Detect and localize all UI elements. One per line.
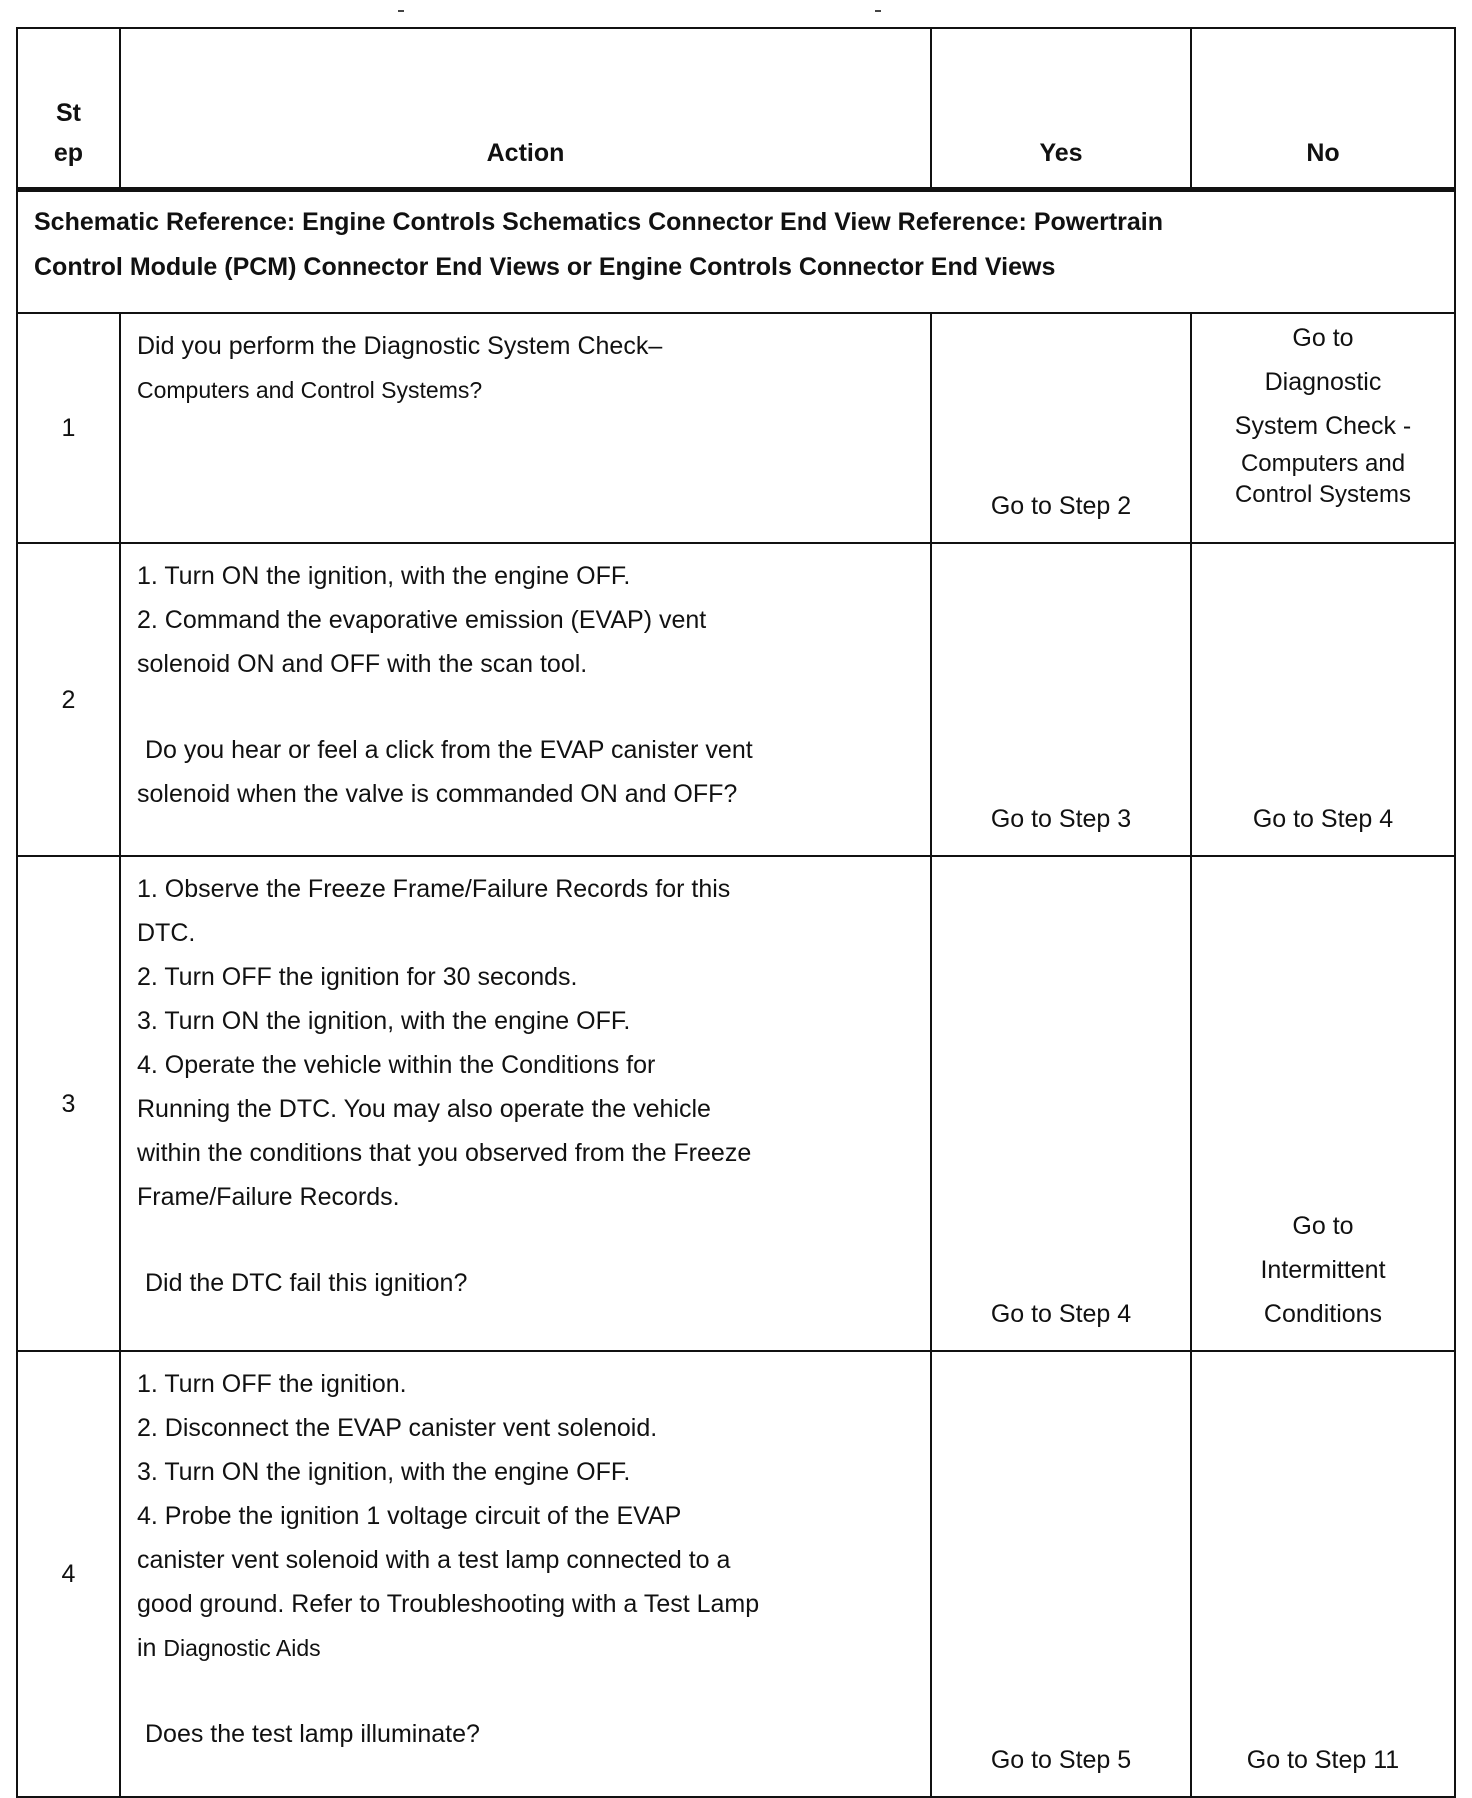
action-question: Does the test lamp illuminate? (145, 1720, 480, 1748)
yes-cell: Go to Step 4 (931, 856, 1191, 1351)
action-line: 1. Turn OFF the ignition. (137, 1370, 407, 1398)
action-line: 4. Operate the vehicle within the Conditions for (137, 1051, 656, 1079)
action-line: 2. Command the evaporative emission (EVAP) vent (137, 606, 707, 634)
action-line: Frame/Failure Records. (137, 1183, 400, 1211)
action-question: Do you hear or feel a click from the EVAP canister vent (145, 736, 753, 764)
no-line: Diagnostic (1264, 368, 1382, 396)
action-line: Computers and Control Systems? (137, 377, 483, 403)
action-line: 1. Turn ON the ignition, with the engine OFF. (137, 562, 631, 590)
action-line: 4. Probe the ignition 1 voltage circuit of the EVAP (137, 1502, 682, 1530)
scan-mark-left (398, 10, 404, 12)
table-row (17, 543, 1455, 856)
action-line: Running the DTC. You may also operate the vehicle (137, 1095, 711, 1123)
action-line: good ground. Refer to Troubleshooting with a Test Lamp (137, 1590, 760, 1618)
action-line: solenoid ON and OFF with the scan tool. (137, 650, 588, 678)
action-line: 2. Disconnect the EVAP canister vent solenoid. (137, 1414, 658, 1442)
yes-cell: Go to Step 3 (931, 543, 1191, 856)
action-line: Did you perform the Diagnostic System Check– (137, 332, 663, 360)
table-header-row (17, 28, 1455, 190)
reference-row (17, 190, 1455, 314)
action-line: 3. Turn ON the ignition, with the engine OFF. (137, 1007, 631, 1035)
no-line: Intermittent (1260, 1256, 1386, 1284)
action-text: Diagnostic Aids (163, 1635, 321, 1661)
step-header-line2: ep (53, 139, 84, 167)
table-row (17, 313, 1455, 543)
no-line: Control Systems (1234, 481, 1412, 508)
reference-line1: Schematic Reference: Engine Controls Schematics Connector End View Reference: Powertrain (34, 208, 1164, 236)
no-cell (1191, 856, 1455, 1351)
action-question: Did the DTC fail this ignition? (145, 1269, 468, 1297)
no-cell: Go to Step 4 (1191, 543, 1455, 856)
action-cell (120, 856, 931, 1351)
table-row (17, 1351, 1455, 1797)
step-number: 1 (17, 313, 120, 543)
no-cell: Go to Step 11 (1191, 1351, 1455, 1797)
no-line: Go to (1292, 324, 1354, 352)
diagnostic-table (16, 27, 1456, 1798)
action-line: within the conditions that you observed from the Freeze (137, 1139, 752, 1167)
action-text: in (137, 1634, 164, 1662)
action-line: canister vent solenoid with a test lamp connected to a (137, 1546, 731, 1574)
column-header-step (17, 28, 120, 190)
no-line: Go to (1292, 1212, 1354, 1240)
column-header-no: No (1191, 28, 1455, 190)
action-cell (120, 313, 931, 543)
yes-cell: Go to Step 5 (931, 1351, 1191, 1797)
no-cell (1191, 313, 1455, 543)
reference-cell (17, 190, 1455, 314)
no-line: Computers and (1240, 450, 1406, 477)
action-line: 1. Observe the Freeze Frame/Failure Records for this (137, 875, 731, 903)
action-line: DTC. (137, 919, 196, 947)
action-line (137, 1626, 914, 1670)
action-question: solenoid when the valve is commanded ON and OFF? (137, 780, 738, 808)
table-row (17, 856, 1455, 1351)
no-line: Conditions (1263, 1300, 1383, 1328)
action-line: 3. Turn ON the ignition, with the engine OFF. (137, 1458, 631, 1486)
step-number: 3 (17, 856, 120, 1351)
column-header-yes: Yes (931, 28, 1191, 190)
yes-cell: Go to Step 2 (931, 313, 1191, 543)
step-number: 4 (17, 1351, 120, 1797)
step-number: 2 (17, 543, 120, 856)
action-cell (120, 1351, 931, 1797)
action-line: 2. Turn OFF the ignition for 30 seconds. (137, 963, 578, 991)
action-cell (120, 543, 931, 856)
step-header-line1: St (56, 99, 81, 127)
no-line: System Check - (1234, 412, 1412, 440)
scan-mark-right (875, 10, 881, 12)
column-header-action: Action (120, 28, 931, 190)
reference-line2: Control Module (PCM) Connector End Views or Engine Controls Connector End Views (34, 253, 1056, 281)
